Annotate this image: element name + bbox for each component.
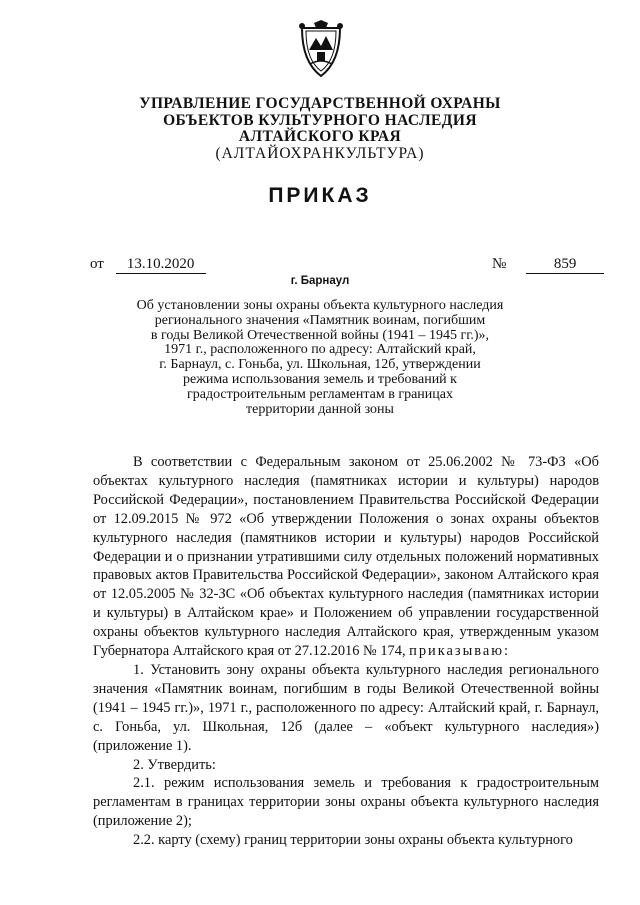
order-date bbox=[90, 255, 206, 274]
item-1: 1. Установить зону охраны объекта культурного наследия регионального значения «Памятник воинам, погибшим в годы Великой Отечественной войны (1941 – 1945 гг.)», 1971 г., расположенного по адресу: Алтайский край, г. Барнаул, с. Гоньба, ул. Школьная, 12б (далее – «объект культурного наследия») (приложение 1). bbox=[93, 661, 599, 754]
document-type-title: ПРИКАЗ bbox=[268, 184, 372, 207]
preamble-paragraph bbox=[93, 453, 599, 661]
issue-city: г. Барнаул bbox=[290, 275, 350, 287]
item-2: 2. Утвердить: bbox=[133, 756, 216, 773]
subject-line: регионального значения «Памятник воинам, погибшим bbox=[154, 312, 486, 328]
number-value: 859 bbox=[526, 255, 604, 274]
subject-line: г. Барнаул, с. Гоньба, ул. Школьная, 12б, утверждении bbox=[159, 357, 481, 373]
authority-line: ОБЪЕКТОВ КУЛЬТУРНОГО НАСЛЕДИЯ bbox=[163, 111, 477, 129]
subject-line: в годы Великой Отечественной войны (1941 – 1945 гг.)», bbox=[150, 327, 490, 343]
order-body bbox=[93, 453, 599, 850]
item-2-2: 2.2. карту (схему) границ территории зоны охраны объекта культурного bbox=[133, 832, 573, 849]
subject-line: градостроительным регламентам в границах bbox=[186, 386, 453, 402]
date-prefix: от bbox=[90, 256, 104, 272]
subject-line: 1971 г., расположенного по адресу: Алтайский край, bbox=[164, 342, 476, 358]
subject-line: территории данной зоны bbox=[246, 401, 394, 417]
date-value: 13.10.2020 bbox=[116, 255, 206, 274]
preamble-text: В соответствии с Федеральным законом от 25.06.2002 № 73-ФЗ «Об объектах культурного наследия (памятниках истории и культуры) народов Российской Федерации», постановлением Правительства Российской Федерации от 12.09.2015 № 972 «Об утверждении Положения о зонах охраны объектов культурного наследия (памятников истории и культуры) народов Российской Федерации и о признании утратившими силу отдельных положений нормативных правовых актов Правительства Российской Федерации», законом Алтайского края от 12.05.2005 № 32-ЗС «Об объектах культурного наследия (памятниках истории и культуры) в Алтайском крае» и Положением об управлении государственной охраны объектов культурного наследия Алтайского края, утвержденным указом Губернатора Алтайского края от 27.12.2016 № 174, bbox=[93, 454, 599, 660]
coat-of-arms-icon bbox=[296, 20, 346, 80]
number-prefix: № bbox=[492, 256, 507, 272]
authority-name bbox=[0, 96, 640, 162]
order-colon: : bbox=[504, 643, 509, 660]
order-number bbox=[492, 255, 604, 274]
authority-line: (АЛТАЙОХРАНКУЛЬТУРА) bbox=[215, 144, 425, 162]
subject-line: режима использования земель и требований к bbox=[183, 371, 457, 387]
order-subject bbox=[110, 299, 530, 417]
order-word: приказываю bbox=[409, 643, 505, 660]
item-2-1: 2.1. режим использования земель и требования к градостроительным регламентам в границах территории зоны охраны объекта культурного наследия (приложение 2); bbox=[93, 775, 599, 830]
authority-line: УПРАВЛЕНИЕ ГОСУДАРСТВЕННОЙ ОХРАНЫ bbox=[139, 95, 501, 112]
authority-line: АЛТАЙСКОГО КРАЯ bbox=[238, 128, 402, 145]
subject-line: Об установлении зоны охраны объекта культурного наследия bbox=[136, 298, 504, 313]
